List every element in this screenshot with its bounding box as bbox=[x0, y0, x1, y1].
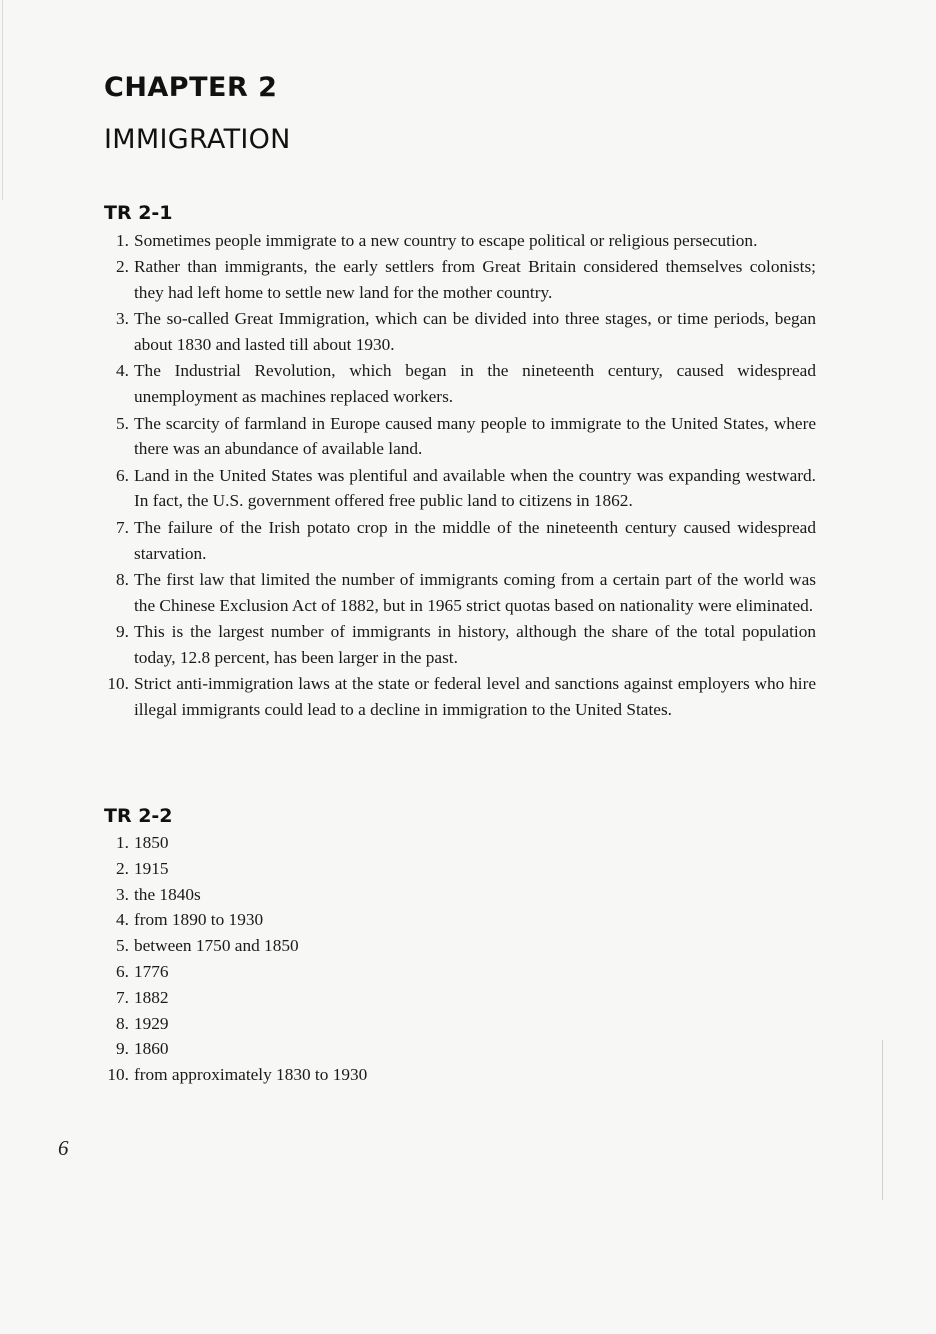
item-number: 6. bbox=[116, 465, 129, 485]
item-number: 10. bbox=[107, 674, 129, 694]
list-item bbox=[100, 933, 816, 959]
item-text: 1929 bbox=[134, 1013, 169, 1033]
item-text: Sometimes people immigrate to a new country to escape political or religious persecution. bbox=[134, 231, 758, 250]
list-item bbox=[100, 882, 816, 908]
item-number: 6. bbox=[116, 961, 129, 981]
item-text: 1860 bbox=[134, 1039, 169, 1059]
item-number: 2. bbox=[116, 257, 129, 277]
list-item bbox=[100, 358, 816, 410]
item-text: This is the largest number of immigrants in history, although the share of the total population today, 12.8 percent, has been larger in the past. bbox=[134, 621, 816, 667]
list-item bbox=[100, 907, 816, 933]
item-number: 5. bbox=[116, 936, 129, 956]
item-number: 8. bbox=[116, 569, 129, 589]
item-text: The Industrial Revolution, which began in the nineteenth century, caused widespread unemployment as machines replaced workers. bbox=[134, 361, 816, 407]
item-number: 4. bbox=[116, 361, 129, 381]
answer-list-tr-2-1 bbox=[100, 228, 816, 723]
list-item bbox=[100, 671, 816, 723]
scan-edge bbox=[882, 1040, 883, 1200]
section-heading-tr-2-1: TR 2-1 bbox=[104, 202, 173, 224]
item-text: The first law that limited the number of immigrants coming from a certain part of the world was the Chinese Exclusion Act of 1882, but in 1965 strict quotas based on nationality were eliminated. bbox=[134, 569, 816, 615]
chapter-label: CHAPTER 2 bbox=[104, 72, 278, 103]
list-item bbox=[100, 1036, 816, 1062]
list-item bbox=[100, 985, 816, 1011]
item-number: 2. bbox=[116, 858, 129, 878]
item-text: 1882 bbox=[134, 987, 169, 1007]
list-item bbox=[100, 463, 816, 515]
item-number: 4. bbox=[116, 910, 129, 930]
item-number: 3. bbox=[116, 884, 129, 904]
item-number: 5. bbox=[116, 413, 129, 433]
item-number: 1. bbox=[116, 231, 129, 250]
item-text: The scarcity of farmland in Europe caused many people to immigrate to the United States, where there was an abundance of available land. bbox=[134, 413, 816, 459]
item-text: The failure of the Irish potato crop in the middle of the nineteenth century caused widespread starvation. bbox=[134, 517, 816, 563]
item-number: 1. bbox=[116, 833, 129, 852]
list-item bbox=[100, 515, 816, 567]
item-text: 1776 bbox=[134, 961, 169, 981]
item-text: from 1890 to 1930 bbox=[134, 910, 264, 930]
item-text: from approximately 1830 to 1930 bbox=[134, 1065, 368, 1085]
scan-edge bbox=[2, 0, 3, 200]
page-number: 6 bbox=[58, 1136, 69, 1160]
item-text: Land in the United States was plentiful and available when the country was expanding westward. In fact, the U.S. government offered free public land to citizens in 1862. bbox=[134, 465, 816, 511]
item-number: 8. bbox=[116, 1013, 129, 1033]
item-text: 1850 bbox=[134, 833, 169, 852]
item-number: 9. bbox=[116, 1039, 129, 1059]
item-text: The so-called Great Immigration, which can be divided into three stages, or time periods, began about 1830 and lasted till about 1930. bbox=[134, 309, 816, 355]
item-number: 3. bbox=[116, 309, 129, 329]
list-item bbox=[100, 228, 816, 254]
list-item bbox=[100, 1062, 816, 1088]
list-item bbox=[100, 306, 816, 358]
item-text: between 1750 and 1850 bbox=[134, 936, 299, 956]
list-item bbox=[100, 830, 816, 856]
item-text: 1915 bbox=[134, 858, 169, 878]
item-number: 10. bbox=[107, 1065, 129, 1085]
list-item bbox=[100, 567, 816, 619]
item-text: the 1840s bbox=[134, 884, 201, 904]
item-text: Strict anti-immigration laws at the state or federal level and sanctions against employers who hire illegal immigrants could lead to a decline in immigration to the United States. bbox=[134, 674, 816, 719]
item-text: Rather than immigrants, the early settlers from Great Britain considered themselves colonists; they had left home to settle new land for the mother country. bbox=[134, 257, 816, 303]
chapter-title: IMMIGRATION bbox=[104, 124, 291, 155]
list-item bbox=[100, 411, 816, 463]
list-item bbox=[100, 619, 816, 671]
list-item bbox=[100, 254, 816, 306]
item-number: 9. bbox=[116, 621, 129, 641]
item-number: 7. bbox=[116, 517, 129, 537]
list-item bbox=[100, 856, 816, 882]
list-item bbox=[100, 959, 816, 985]
list-item bbox=[100, 1011, 816, 1037]
item-number: 7. bbox=[116, 987, 129, 1007]
answer-list-tr-2-2 bbox=[100, 830, 816, 1088]
section-heading-tr-2-2: TR 2-2 bbox=[104, 805, 173, 827]
